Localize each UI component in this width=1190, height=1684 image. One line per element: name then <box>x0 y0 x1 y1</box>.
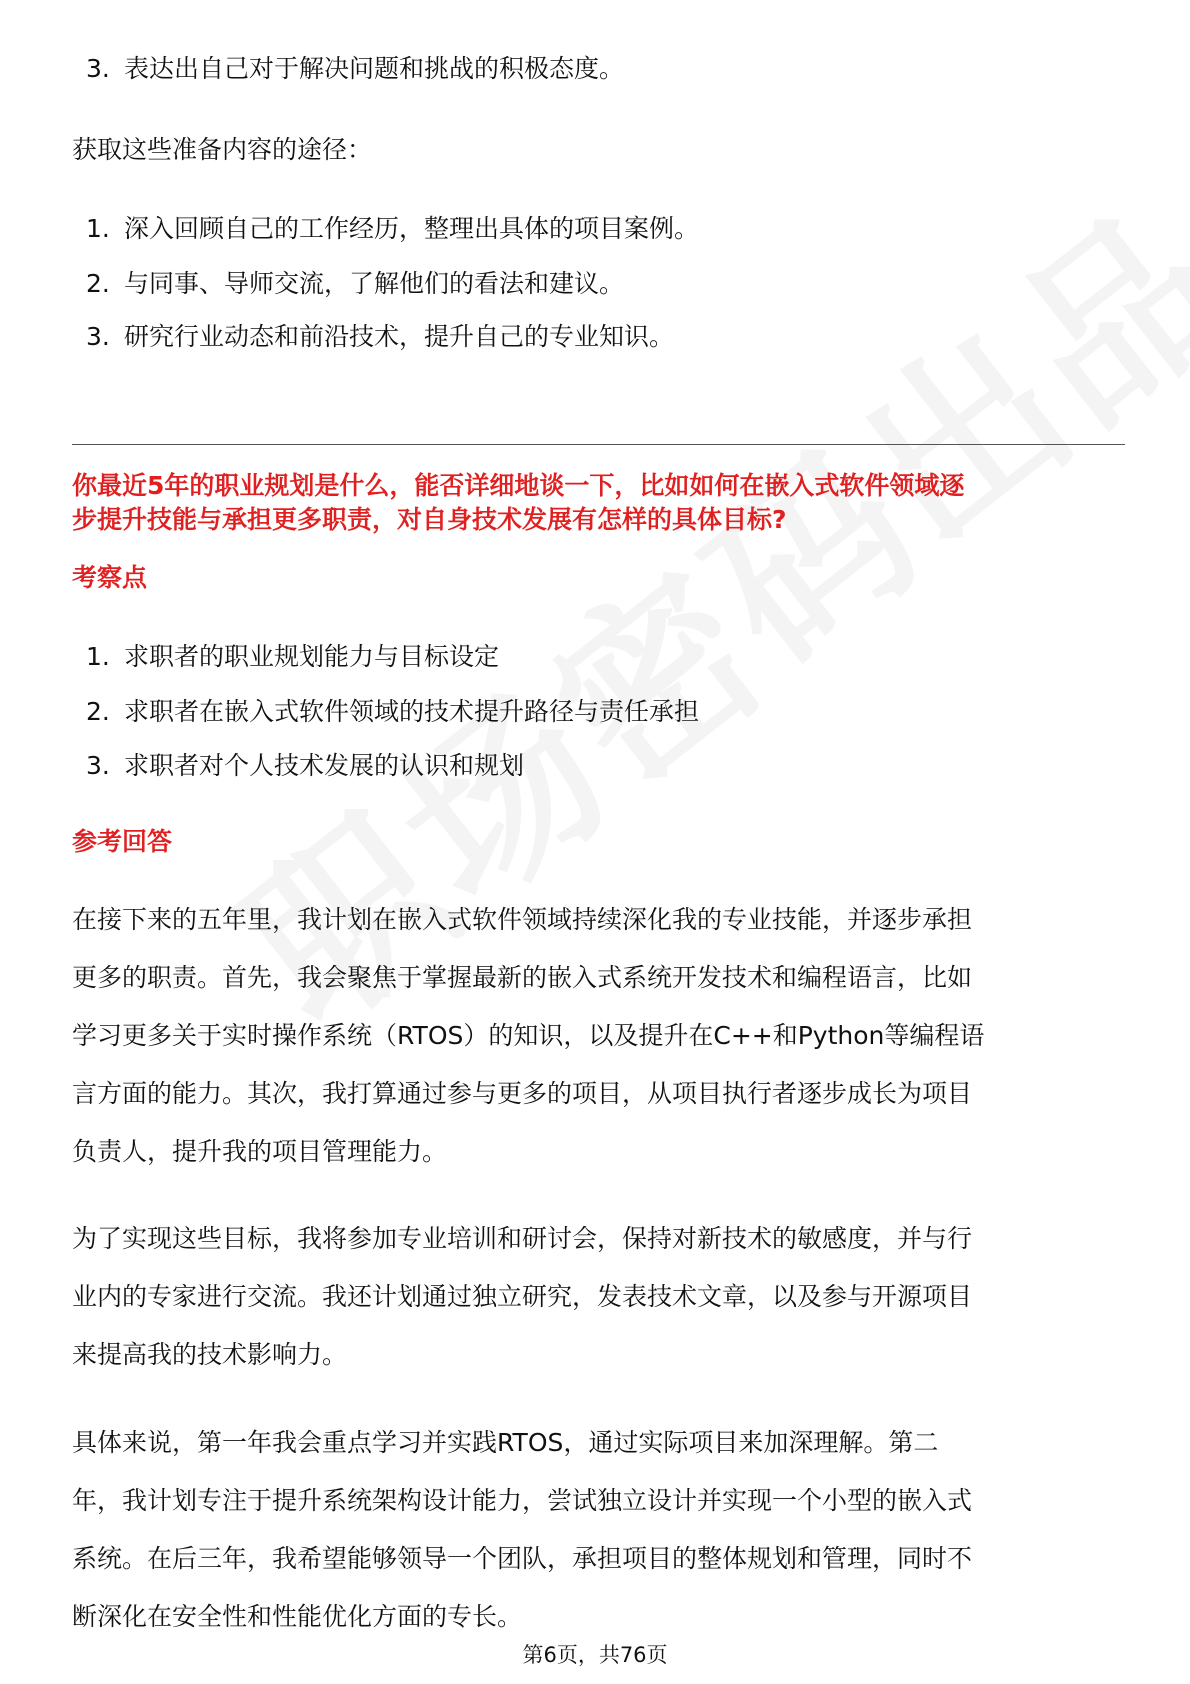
answer-line: 更多的职责。首先，我会聚焦于掌握最新的嵌入式系统开发技术和编程语言，比如 <box>72 963 973 992</box>
answer-line: 为了实现这些目标，我将参加专业培训和研讨会，保持对新技术的敏感度，并与行 <box>72 1224 973 1253</box>
list-number: 3. <box>86 751 110 780</box>
list-number: 3. <box>86 322 110 351</box>
answer-line: 学习更多关于实时操作系统（RTOS）的知识，以及提升在C++和Python等编程语 <box>72 1021 985 1050</box>
list-item <box>86 212 699 246</box>
points-title: 考察点 <box>72 563 148 592</box>
list-text: 深入回顾自己的工作经历，整理出具体的项目案例。 <box>124 214 700 243</box>
list-item <box>86 749 524 783</box>
list-item <box>86 640 499 674</box>
list-text: 求职者在嵌入式软件领域的技术提升路径与责任承担 <box>124 697 700 726</box>
list-item <box>86 267 624 301</box>
prep-heading: 获取这些准备内容的途径： <box>72 135 373 164</box>
list-item <box>86 52 624 86</box>
answer-title: 参考回答 <box>72 827 173 856</box>
answer-line: 断深化在安全性和性能优化方面的专长。 <box>72 1602 523 1631</box>
answer-line: 负责人，提升我的项目管理能力。 <box>72 1137 448 1166</box>
list-text: 表达出自己对于解决问题和挑战的积极态度。 <box>124 54 625 83</box>
list-number: 2. <box>86 697 110 726</box>
list-number: 3. <box>86 54 110 83</box>
answer-line: 年，我计划专注于提升系统架构设计能力，尝试独立设计并实现一个小型的嵌入式 <box>72 1486 973 1515</box>
question-line: 你最近5年的职业规划是什么，能否详细地谈一下，比如如何在嵌入式软件领域逐 <box>72 471 965 500</box>
answer-line: 言方面的能力。其次，我打算通过参与更多的项目，从项目执行者逐步成长为项目 <box>72 1079 973 1108</box>
list-text: 研究行业动态和前沿技术，提升自己的专业知识。 <box>124 322 675 351</box>
list-text: 与同事、导师交流，了解他们的看法和建议。 <box>124 269 625 298</box>
list-number: 2. <box>86 269 110 298</box>
answer-line: 系统。在后三年，我希望能够领导一个团队，承担项目的整体规划和管理，同时不 <box>72 1544 973 1573</box>
answer-line: 在接下来的五年里，我计划在嵌入式软件领域持续深化我的专业技能，并逐步承担 <box>72 905 973 934</box>
list-number: 1. <box>86 214 110 243</box>
list-item <box>86 695 699 729</box>
answer-line: 来提高我的技术影响力。 <box>72 1340 348 1369</box>
list-text: 求职者对个人技术发展的认识和规划 <box>124 751 525 780</box>
list-number: 1. <box>86 642 110 671</box>
section-divider <box>72 444 1125 445</box>
answer-line: 具体来说，第一年我会重点学习并实践RTOS，通过实际项目来加深理解。第二 <box>72 1428 939 1457</box>
list-text: 求职者的职业规划能力与目标设定 <box>124 642 500 671</box>
page-footer: 第6页，共76页 <box>522 1643 668 1667</box>
answer-line: 业内的专家进行交流。我还计划通过独立研究，发表技术文章，以及参与开源项目 <box>72 1282 973 1311</box>
list-item <box>86 320 674 354</box>
question-line: 步提升技能与承担更多职责，对自身技术发展有怎样的具体目标? <box>72 505 787 534</box>
